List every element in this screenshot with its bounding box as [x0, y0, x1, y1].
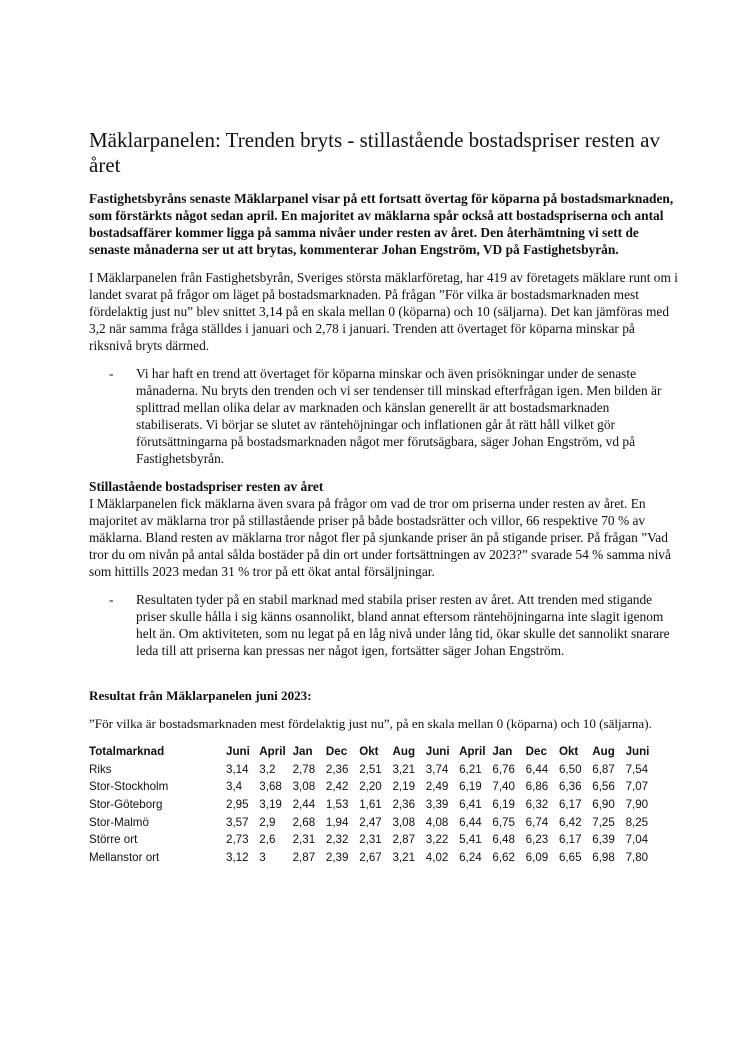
- table-row: [89, 796, 659, 814]
- table-header-period: Aug: [592, 745, 615, 759]
- table-cell-value: 6,42: [558, 815, 582, 829]
- table-cell-value: 2,19: [392, 780, 416, 794]
- table-cell-value: 2,95: [226, 798, 249, 812]
- quote-2-text: Resultaten tyder på en stabil marknad med stabila priser resten av året. Att trenden med stigande priser skulle hålla i sig känns osannolikt, bland annat eftersom räntehöjningarna inte slagit igenom helt än. Om aktiviteten, som nu legat på en låg nivå under lång tid, ökar skulle det sannolikt snarare leda till att priserna kan pressas ner något igen, fortsätter säger Johan Engström.: [136, 592, 670, 658]
- list-dash: -: [109, 592, 114, 607]
- table-cell-value: 2,6: [259, 833, 276, 847]
- press-release: [89, 128, 679, 866]
- table-header-period: Juni: [226, 745, 250, 759]
- quote-1: [89, 365, 679, 467]
- table-cell-value: 6,86: [525, 780, 549, 794]
- page-title: Mäklarpanelen: Trenden bryts - stillastående bostadspriser resten av året: [89, 128, 660, 177]
- table-cell-value: 1,94: [325, 815, 349, 829]
- table-cell-value: 2,32: [325, 833, 349, 847]
- table-cell-value: 2,36: [325, 762, 349, 776]
- lead-paragraph: Fastighetsbyråns senaste Mäklarpanel visar på ett fortsatt övertag för köparna på bostadsmarknaden, som förstärkts något sedan april. En majoritet av mäklarna spår också att bostadspriserna och antal bostadsaffärer kommer ligga på samma nivåer under resten av året. Den återhämtning vi sett de senaste månaderna ser ut att brytas, kommenterar Johan Engström, VD på Fastighetsbyrån.: [89, 191, 674, 257]
- table-cell-value: 2,31: [292, 833, 316, 847]
- table-cell-value: 3,68: [259, 780, 282, 794]
- table-header-period: Juni: [625, 745, 650, 759]
- table-row: [89, 831, 659, 849]
- table-cell-value: 2,20: [359, 780, 382, 794]
- table-cell-region: Stor-Stockholm: [89, 780, 169, 794]
- table-cell-value: 2,67: [359, 850, 382, 864]
- table-cell-value: 6,19: [459, 780, 482, 794]
- table-cell-value: 6,50: [558, 762, 582, 776]
- table-cell-value: 6,74: [525, 815, 549, 829]
- table-cell-value: 2,49: [425, 780, 449, 794]
- table-cell-value: 6,21: [459, 762, 482, 776]
- table-cell-value: 6,19: [492, 798, 515, 812]
- table-cell-value: 6,76: [492, 762, 515, 776]
- table-cell-value: 8,25: [625, 815, 649, 829]
- table-cell-value: 7,54: [625, 762, 649, 776]
- section-heading: Stillastående bostadspriser resten av året: [89, 479, 324, 494]
- table-cell-value: 6,75: [492, 815, 515, 829]
- results-table: [89, 743, 659, 866]
- table-cell-value: 6,32: [525, 798, 549, 812]
- table-cell-value: 2,44: [292, 798, 316, 812]
- table-header-period: Jan: [492, 745, 513, 759]
- table-cell-value: 7,90: [625, 798, 649, 812]
- table-cell-value: 6,36: [558, 780, 582, 794]
- table-cell-value: 6,41: [459, 798, 482, 812]
- table-cell-value: 5,41: [459, 833, 482, 847]
- table-header-period: Jan: [292, 745, 313, 759]
- table-cell-value: 4,08: [425, 815, 449, 829]
- table-cell-region: Mellanstor ort: [89, 850, 160, 864]
- quote-2: [89, 591, 679, 659]
- table-header-period: Aug: [392, 745, 416, 759]
- table-cell-value: 3,08: [292, 780, 316, 794]
- table-cell-value: 2,87: [392, 833, 416, 847]
- table-cell-value: 6,98: [592, 850, 615, 864]
- table-cell-value: 6,62: [492, 850, 515, 864]
- table-cell-region: Riks: [89, 762, 112, 776]
- table-header-period: Okt: [359, 745, 379, 759]
- table-row: [89, 778, 659, 796]
- table-cell-value: 7,25: [592, 815, 615, 829]
- table-cell-value: 6,90: [592, 798, 615, 812]
- table-header-period: Juni: [425, 745, 450, 759]
- table-cell-value: 3,21: [392, 850, 416, 864]
- table-cell-value: 2,47: [359, 815, 382, 829]
- table-cell-value: 2,36: [392, 798, 416, 812]
- table-cell-region: Stor-Malmö: [89, 815, 149, 829]
- table-cell-value: 1,53: [325, 798, 349, 812]
- table-cell-value: 2,68: [292, 815, 316, 829]
- table-cell-value: 3,2: [259, 762, 276, 776]
- table-cell-value: 2,87: [292, 850, 316, 864]
- table-cell-value: 6,56: [592, 780, 615, 794]
- table-cell-value: 3,19: [259, 798, 282, 812]
- table-cell-value: 2,73: [226, 833, 249, 847]
- table-header-period: April: [259, 745, 286, 759]
- table-header-period: Dec: [525, 745, 547, 759]
- table-cell-value: 6,87: [592, 762, 615, 776]
- table-cell-value: 6,44: [525, 762, 549, 776]
- table-cell-value: 6,24: [459, 850, 482, 864]
- table-cell-value: 6,48: [492, 833, 515, 847]
- table-cell-value: 6,23: [525, 833, 549, 847]
- table-cell-value: 6,17: [558, 798, 582, 812]
- table-cell-value: 2,51: [359, 762, 382, 776]
- table-cell-value: 7,40: [492, 780, 515, 794]
- table-cell-value: 3,14: [226, 762, 249, 776]
- table-cell-value: 6,17: [558, 833, 582, 847]
- table-cell-region: Större ort: [89, 833, 138, 847]
- table-cell-value: 2,42: [325, 780, 349, 794]
- table-cell-value: 3,39: [425, 798, 449, 812]
- table-header-region: Totalmarknad: [89, 745, 165, 759]
- table-cell-value: 3,74: [425, 762, 449, 776]
- table-cell-value: 7,80: [625, 850, 649, 864]
- table-cell-value: 6,39: [592, 833, 615, 847]
- table-cell-value: 3: [259, 850, 266, 864]
- table-header-row: [89, 743, 659, 761]
- list-dash: -: [109, 366, 114, 381]
- body-paragraph-1: I Mäklarpanelen från Fastighetsbyrån, Sveriges största mäklarföretag, har 419 av företagets mäklare runt om i landet svarat på frågor om läget på bostadsmarknaden. På frågan ”För vilka är bostadsmarknaden mest fördelaktig just nu” blev snittet 3,14 på en skala mellan 0 (köparna) och 10 (säljarna). Det kan jämföras med 3,2 när samma fråga ställdes i januari och 2,78 i januari. Trenden att övertaget för köparna minskar på riksnivå bryts därmed.: [89, 270, 678, 353]
- table-cell-value: 6,09: [525, 850, 549, 864]
- results-heading: Resultat från Mäklarpanelen juni 2023:: [89, 688, 312, 703]
- table-cell-value: 7,04: [625, 833, 649, 847]
- table-header-period: Okt: [558, 745, 579, 759]
- table-cell-value: 3,57: [226, 815, 249, 829]
- table-cell-value: 3,4: [226, 780, 243, 794]
- body-paragraph-2: I Mäklarpanelen fick mäklarna även svara på frågor om vad de tror om priserna under resten av året. En majoritet av mäklarna tror på stillastående priser på både bostadsrätter och villor, 66 respektive 70 % av mäklarna. Bland resten av mäklarna tror något fler på sjunkande priser än på stigande priser. På frågan ”Vad tror du om nivån på antal sålda bostäder på din ort under fortsättningen av 2023?” svarade 54 % samma nivå som hittills 2023 medan 31 % tror på ett ökat antal försäljningar.: [89, 496, 671, 579]
- table-cell-value: 4,02: [425, 850, 449, 864]
- table-cell-value: 2,31: [359, 833, 382, 847]
- table-cell-value: 2,39: [325, 850, 349, 864]
- table-row: [89, 813, 659, 831]
- results-note: ”För vilka är bostadsmarknaden mest fördelaktig just nu”, på en skala mellan 0 (köparna) och 10 (säljarna).: [89, 716, 652, 731]
- table-cell-value: 3,12: [226, 850, 249, 864]
- table-cell-value: 1,61: [359, 798, 382, 812]
- table-row: [89, 761, 659, 779]
- table-cell-value: 7,07: [625, 780, 649, 794]
- table-header-period: April: [459, 745, 486, 759]
- table-cell-value: 3,22: [425, 833, 449, 847]
- table-cell-value: 3,21: [392, 762, 416, 776]
- quote-1-text: Vi har haft en trend att övertaget för köparna minskar och även prisökningar under de senaste månaderna. Nu bryts den trenden och vi ser tendenser till minskad efterfrågan igen. Men bilden är splittrad mellan olika delar av marknaden och känslan generellt är att bostadsmarknaden stabiliserats. Vi börjar se slutet av räntehöjningar och inflationen går åt rätt håll vilket gör förutsättningarna på bostadsmarknaden något mer förutsägbara, säger Johan Engström, vd på Fastighetsbyrån.: [136, 366, 662, 466]
- table-cell-value: 2,9: [259, 815, 276, 829]
- table-cell-region: Stor-Göteborg: [89, 798, 163, 812]
- table-cell-value: 3,08: [392, 815, 416, 829]
- table-row: [89, 849, 659, 867]
- table-cell-value: 2,78: [292, 762, 316, 776]
- table-cell-value: 6,65: [558, 850, 582, 864]
- table-header-period: Dec: [325, 745, 348, 759]
- table-cell-value: 6,44: [459, 815, 482, 829]
